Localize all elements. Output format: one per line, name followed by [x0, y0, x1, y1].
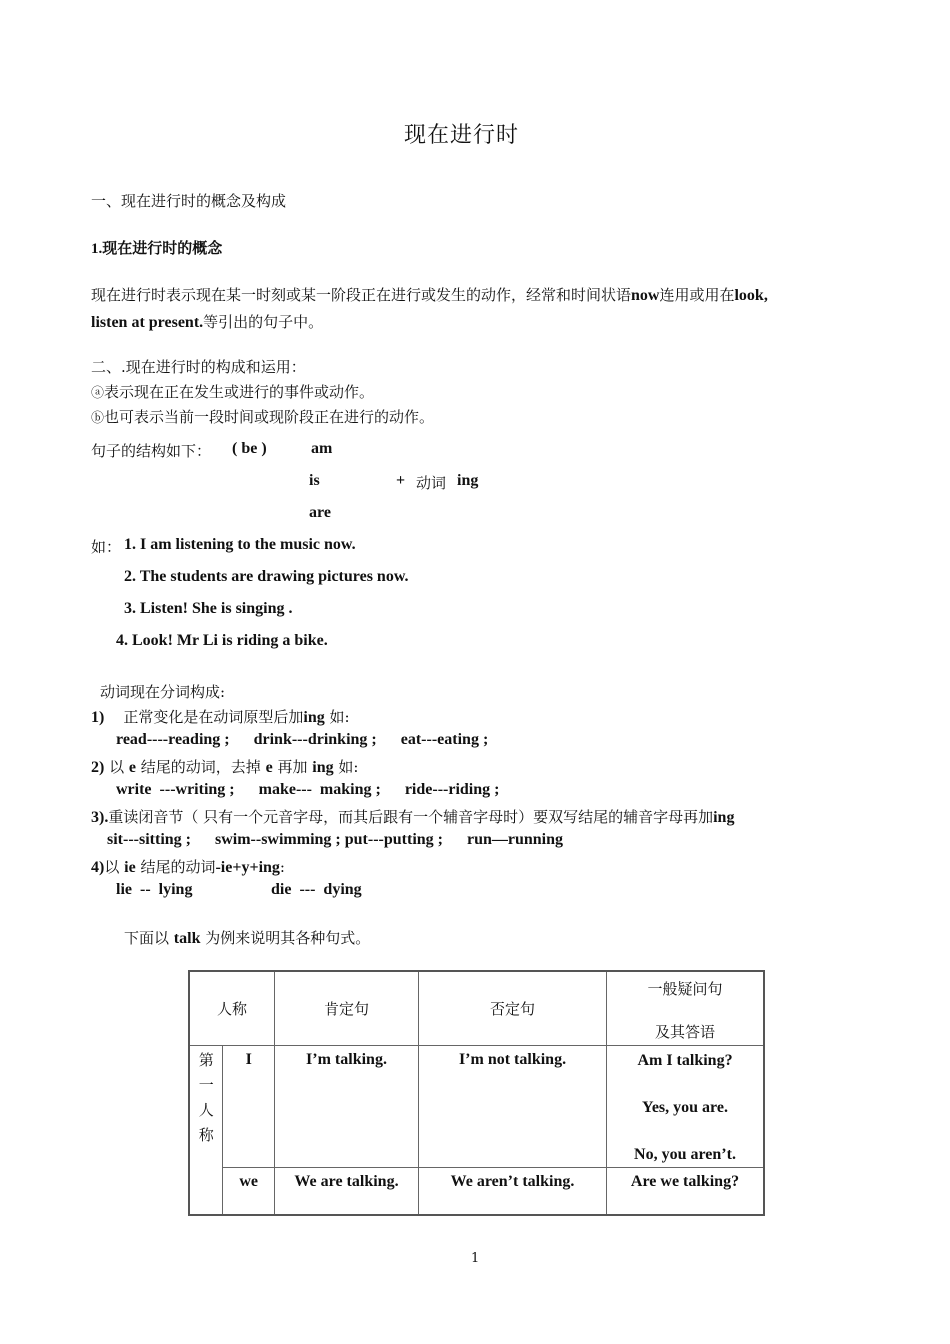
- rule-1-text: 正常变化是在动词原型后加: [123, 708, 304, 726]
- question-cell: [607, 1045, 765, 1167]
- header-affirmative: 肯定句: [275, 971, 419, 1045]
- example-2: 2. The students are drawing pictures now.: [124, 568, 409, 585]
- rule-2-examples: write ---writing ; make--- making ; ride---riding ;: [116, 781, 500, 798]
- rule-2-text-3: 再加: [277, 758, 308, 776]
- usage-a-text: 表示现在正在发生或进行的事件或动作。: [104, 383, 375, 401]
- table-row: [189, 1167, 764, 1215]
- circled-b-icon: ⓑ: [91, 411, 105, 426]
- concept-text-1: 现在进行时表示现在某一时刻或某一阶段正在进行或发生的动作，经常和时间状语: [91, 286, 632, 304]
- rule-4-text-1: 以: [104, 858, 120, 876]
- structure-ing: ing: [457, 472, 479, 489]
- concept-now: now: [631, 287, 660, 304]
- answer-yes: Yes, you are.: [642, 1098, 728, 1116]
- intro-text-1: 下面以: [124, 929, 170, 947]
- example-4: 4. Look! Mr Li is riding a bike.: [116, 632, 328, 649]
- participle-heading: 动词现在分词构成:: [100, 683, 226, 701]
- page-title: 现在进行时: [404, 123, 520, 148]
- pronoun-cell: I: [223, 1045, 275, 1167]
- rule-2-ing: ing: [312, 759, 334, 776]
- rule-2-text-1: 以: [109, 758, 125, 776]
- concept-text-2: 连用或用在: [659, 286, 735, 304]
- concept-listen: listen at present.: [91, 314, 204, 331]
- rule-2-number: 2): [91, 759, 105, 776]
- group-first-person: [189, 1045, 223, 1215]
- rule-4-rule: -ie+y+ing: [215, 859, 280, 876]
- rule-3: [91, 806, 734, 827]
- usage-b: [91, 406, 434, 427]
- structure-am: am: [311, 440, 333, 457]
- rule-4-example-2: die --- dying: [271, 881, 362, 898]
- rule-4-colon: :: [279, 858, 285, 876]
- table-header-row: [189, 971, 764, 1045]
- rule-4-number: 4): [91, 859, 105, 876]
- header-question-line-2: 及其答语: [654, 1023, 715, 1041]
- header-question: [607, 971, 765, 1045]
- negative-cell: We aren’t talking.: [419, 1167, 607, 1215]
- answer-no: No, you aren’t.: [634, 1145, 736, 1163]
- rule-4-text-2: 结尾的动词: [140, 858, 216, 876]
- question-line: Am I talking?: [637, 1051, 733, 1069]
- rule-1-number: 1): [91, 709, 105, 726]
- section-1-heading: 一、现在进行时的概念及构成: [91, 192, 287, 210]
- group-char-3: 人: [198, 1100, 214, 1119]
- circled-a-icon: ⓐ: [91, 386, 105, 401]
- affirmative-cell: I’m talking.: [275, 1045, 419, 1167]
- question-cell: Are we talking?: [607, 1167, 765, 1215]
- page-number: 1: [471, 1251, 480, 1266]
- usage-b-text: 也可表示当前一段时间或现阶段正在进行的动作。: [104, 408, 435, 426]
- structure-are: are: [309, 504, 331, 521]
- rule-4: [91, 856, 285, 877]
- rule-2: [91, 756, 358, 777]
- group-char-4: 称: [198, 1125, 214, 1144]
- concept-paragraph: [91, 282, 853, 336]
- rule-1-tail: 如:: [329, 708, 350, 726]
- affirmative-cell: We are talking.: [275, 1167, 419, 1215]
- concept-text-3: 等引出的句子中。: [203, 313, 324, 331]
- structure-plus: +: [396, 472, 406, 489]
- section-1-subheading: 1.现在进行时的概念: [91, 241, 223, 257]
- rule-2-e: e: [128, 759, 137, 776]
- rule-4-example-1: lie -- lying: [116, 881, 193, 898]
- header-question-line-1: 一般疑问句: [647, 980, 723, 998]
- negative-cell: I’m not talking.: [419, 1045, 607, 1167]
- rule-1-ing: ing: [303, 709, 325, 726]
- usage-a: [91, 381, 374, 402]
- rule-3-ing: ing: [713, 809, 735, 826]
- rule-3-number: 3).: [91, 809, 109, 826]
- pronoun-cell: we: [223, 1167, 275, 1215]
- example-3: 3. Listen! She is singing .: [124, 600, 293, 617]
- rule-2-tail: 如:: [338, 758, 359, 776]
- structure-verb: 动词: [416, 474, 447, 492]
- intro-text-2: 为例来说明其各种句式。: [205, 929, 371, 947]
- structure-label: 句子的结构如下：: [91, 442, 212, 460]
- rule-1-examples: read----reading ; drink---drinking ; eat---eating ;: [116, 731, 489, 748]
- rule-3-text: 重读闭音节（ 只有一个元音字母，而其后跟有一个辅音字母时）要双写结尾的辅音字母再加: [108, 808, 714, 826]
- structure-is: is: [309, 472, 320, 489]
- table-row: [189, 1045, 764, 1167]
- structure-be: ( be ): [232, 440, 267, 457]
- rule-4-ie: ie: [124, 859, 136, 876]
- rule-1: [91, 706, 350, 727]
- sentence-patterns-table: [188, 970, 765, 1216]
- group-char-2: 一: [198, 1075, 214, 1094]
- group-char-1: 第: [198, 1050, 214, 1069]
- rule-3-examples: sit---sitting ; swim--swimming ; put---putting ; run—running: [107, 831, 564, 848]
- rule-2-e2: e: [265, 759, 273, 776]
- example-1: 1. I am listening to the music now.: [124, 536, 356, 553]
- concept-look: look,: [734, 287, 768, 304]
- intro-talk: talk: [173, 930, 201, 947]
- header-person: 人称: [189, 971, 275, 1045]
- header-negative: 否定句: [419, 971, 607, 1045]
- table-intro: [124, 927, 370, 948]
- rule-2-text-2: 结尾的动词，去掉: [140, 758, 261, 776]
- section-2-heading: 二、.现在进行时的构成和运用：: [91, 358, 306, 376]
- examples-label: 如：: [91, 538, 122, 556]
